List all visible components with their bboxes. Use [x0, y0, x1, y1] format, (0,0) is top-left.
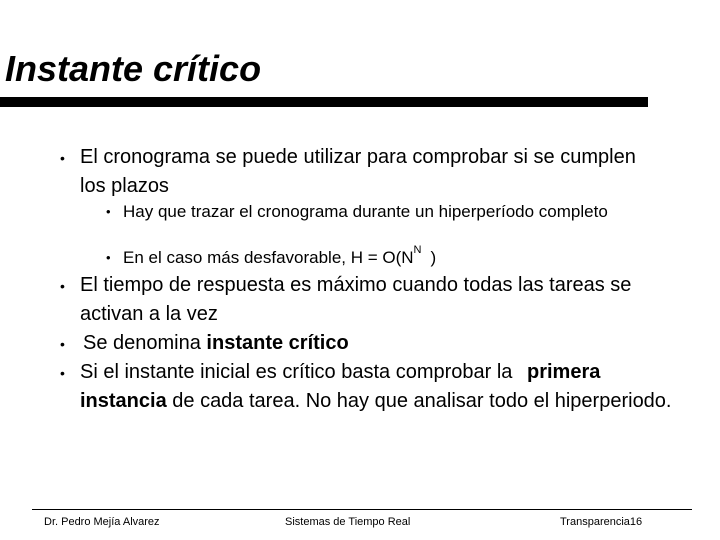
- sub-bullet-1-2-text: En el caso más desfavorable, H = O(N: [123, 248, 414, 267]
- bullet-1-text: El cronograma se puede utilizar para comprobar si se cumplen los plazos: [80, 146, 636, 197]
- sub-bullet-1-2-close: ): [430, 248, 437, 267]
- bullet-3: [60, 329, 663, 358]
- bullet-marker: •: [60, 336, 65, 352]
- sub-bullet-1-1-text: Hay que trazar el cronograma durante un hiperperíodo completo: [123, 202, 608, 221]
- bullet-3-text: Se denomina: [83, 332, 207, 354]
- slide-title: Instante crítico: [5, 48, 262, 89]
- title-underline: [0, 97, 648, 107]
- bullet-3-emphasis: instante crítico: [206, 332, 349, 354]
- footer-slide-number: Transparencia16: [560, 516, 643, 528]
- bullet-1: [60, 143, 660, 201]
- footer-course: Sistemas de Tiempo Real: [285, 516, 411, 528]
- bullet-marker: •: [60, 365, 65, 381]
- footer-author: Dr. Pedro Mejía Alvarez: [44, 516, 160, 528]
- sub-bullet-1-1: [106, 200, 663, 223]
- footer-rule: [32, 509, 692, 510]
- bullet-2-text: El tiempo de respuesta es máximo cuando todas las tareas se activan a la vez: [80, 274, 632, 325]
- bullet-4-text: Si el instante inicial es crítico basta comprobar la: [80, 361, 518, 383]
- bullet-4: [60, 358, 680, 416]
- bullet-4-text-end: de cada tarea. No hay que analisar todo el hiperperiodo.: [166, 390, 672, 412]
- bullet-marker: •: [106, 204, 111, 219]
- bullet-marker: •: [106, 250, 111, 265]
- sub-bullet-1-2: [106, 244, 663, 269]
- superscript-n: N: [413, 244, 422, 256]
- bullet-marker: •: [60, 150, 65, 166]
- bullet-2: [60, 271, 660, 329]
- bullet-marker: •: [60, 278, 65, 294]
- bullet-4-emphasis: primera instancia: [80, 361, 601, 412]
